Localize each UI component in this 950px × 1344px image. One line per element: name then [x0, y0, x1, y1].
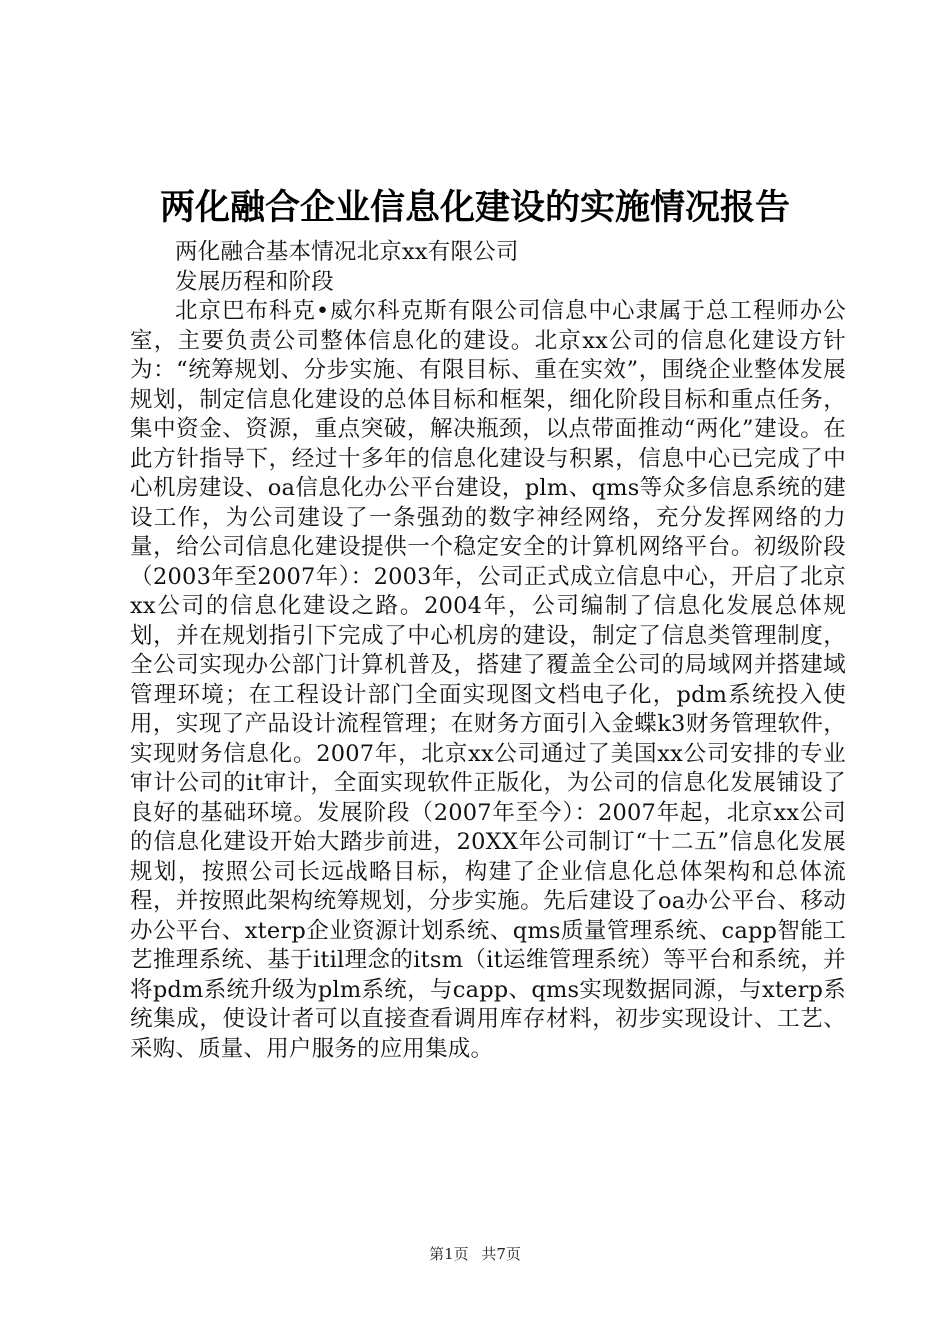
paragraph-section-heading: 发展历程和阶段	[175, 268, 334, 295]
page-total: 共7页	[481, 1245, 521, 1263]
page-footer	[0, 1244, 950, 1264]
page-number: 第1页	[429, 1245, 469, 1263]
paragraph-subtitle: 两化融合基本情况北京xx有限公司	[175, 239, 519, 265]
document-title: 两化融合企业信息化建设的实施情况报告	[159, 187, 790, 228]
document-body	[130, 238, 846, 1064]
paragraph-main: 北京巴布科克•威尔科克斯有限公司信息中心隶属于总工程师办公室，主要负责公司整体信息化的建设。北京xx公司的信息化建设方针为：“统筹规划、分步实施、有限目标、重在实效”，围绕企业整体发展规划，制定信息化建设的总体目标和框架，细化阶段目标和重点任务，集中资金、资源，重点突破，解决瓶颈，以点带面推动“两化”建设。在此方针指导下，经过十多年的信息化建设与积累，信息中心已完成了中心机房建设、oa信息化办公平台建设，plm、qms等众多信息系统的建设工作，为公司建设了一条强劲的数字神经网络，充分发挥网络的力量，给公司信息化建设提供一个稳定安全的计算机网络平台。初级阶段（2003年至2007年）：2003年，公司正式成立信息中心，开启了北京xx公司的信息化建设之路。2004年，公司编制了信息化发展总体规划，并在规划指引下完成了中心机房的建设，制定了信息类管理制度，全公司实现办公部门计算机普及，搭建了覆盖全公司的局域网并搭建域管理环境；在工程设计部门全面实现图文档电子化，pdm系统投入使用，实现了产品设计流程管理；在财务方面引入金蝶k3财务管理软件，实现财务信息化。2007年，北京xx公司通过了美国xx公司安排的专业审计公司的it审计，全面实现软件正版化，为公司的信息化发展铺设了良好的基础环境。发展阶段（2007年至今）：2007年起，北京xx公司的信息化建设开始大踏步前进，20XX年公司制订“十二五”信息化发展规划，按照公司长远战略目标，构建了企业信息化总体架构和总体流程，并按照此架构统筹规划，分步实施。先后建设了oa办公平台、移动办公平台、xterp企业资源计划系统、qms质量管理系统、capp智能工艺推理系统、基于itil理念的itsm（it运维管理系统）等平台和系统，并将pdm系统升级为plm系统，与capp、qms实现数据同源，与xterp系统集成，使设计者可以直接查看调用库存材料，初步实现设计、工艺、采购、质量、用户服务的应用集成。	[130, 298, 846, 1062]
